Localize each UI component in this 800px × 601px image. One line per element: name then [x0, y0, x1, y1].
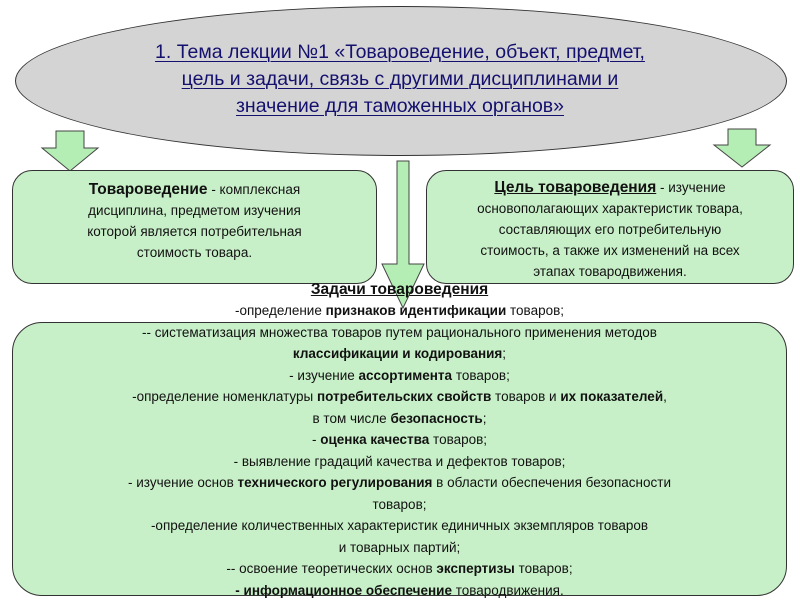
goal-box — [426, 170, 794, 284]
task-item: -- систематизация множества товаров путем рационального применения методов — [12, 322, 787, 344]
goal-line-1: основополагающих характеристик товара, — [435, 198, 785, 219]
lecture-topic-title — [60, 39, 740, 120]
task-item: -определение признаков идентификации товаров; — [12, 300, 787, 322]
tasks-list — [12, 280, 787, 601]
goal-text-first: - изучение — [656, 180, 725, 195]
task-item: -определение номенклатуры потребительских свойств товаров и их показателей, — [12, 386, 787, 408]
title-line-2: цель и задачи, связь с другими дисциплинами и — [60, 66, 740, 93]
goal-line-4: этапах товародвижения. — [435, 261, 785, 282]
task-item: -определение количественных характеристик единичных экземпляров товаров — [12, 515, 787, 537]
task-item: - выявление градаций качества и дефектов товаров; — [12, 451, 787, 473]
title-line-1: 1. Тема лекции №1 «Товароведение, объект, предмет, — [60, 39, 740, 66]
left-down-arrow — [40, 130, 100, 172]
task-item: - информационное обеспечение товародвижения. — [12, 580, 787, 601]
goal-line-3: стоимость, а также их изменений на всех — [435, 240, 785, 261]
task-item: - изучение основ технического регулирования в области обеспечения безопасности — [12, 472, 787, 494]
title-line-3: значение для таможенных органов» — [60, 93, 740, 120]
task-item: классификации и кодирования; — [12, 343, 787, 365]
goal-line-2: составляющих его потребительную — [435, 219, 785, 240]
task-item: -- освоение теоретических основ экспертизы товаров; — [12, 558, 787, 580]
definition-text-first: - комплексная — [208, 182, 301, 197]
definition-line-1: дисциплина, предметом изучения — [31, 200, 358, 221]
goal-term: Цель товароведения — [494, 179, 656, 196]
definition-box — [12, 170, 377, 284]
right-down-arrow — [712, 128, 772, 168]
task-item: товаров; — [12, 494, 787, 516]
task-item: в том числе безопасность; — [12, 408, 787, 430]
definition-line-3: стоимость товара. — [31, 242, 358, 263]
definition-term: Товароведение — [89, 181, 208, 198]
task-item: - изучение ассортимента товаров; — [12, 365, 787, 387]
definition-line-2: которой является потребительная — [31, 221, 358, 242]
tasks-title: Задачи товароведения — [12, 280, 787, 300]
task-item: - оценка качества товаров; — [12, 429, 787, 451]
task-item: и товарных партий; — [12, 537, 787, 559]
